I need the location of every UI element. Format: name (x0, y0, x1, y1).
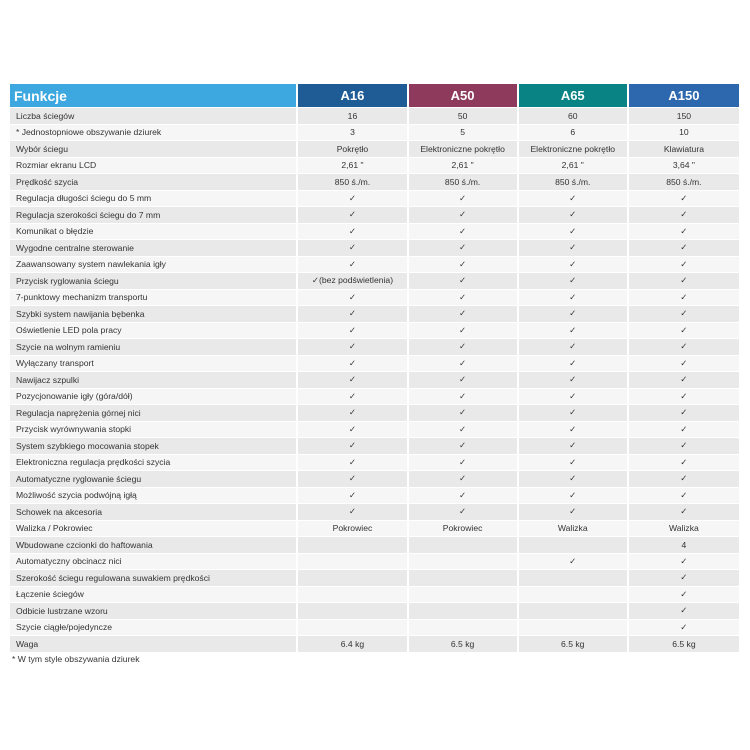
feature-label: Komunikat o błędzie (10, 223, 298, 240)
value-cell-a16: Pokrętło (298, 140, 408, 157)
value-cell-a16: ✓ (298, 223, 408, 240)
value-cell-a150: Walizka (629, 520, 739, 537)
value-cell-a16 (298, 569, 408, 586)
value-cell-a65 (519, 586, 629, 603)
value-cell-a50: ✓ (409, 223, 519, 240)
value-cell-a50: ✓ (409, 289, 519, 306)
value-cell-a150: ✓ (629, 371, 739, 388)
value-cell-a65: ✓ (519, 421, 629, 438)
feature-label: Szerokość ściegu regulowana suwakiem prędkości (10, 569, 298, 586)
value-cell-a65: ✓ (519, 256, 629, 273)
value-cell-a16 (298, 553, 408, 570)
value-cell-a50: ✓ (409, 437, 519, 454)
value-cell-a50: Elektroniczne pokrętło (409, 140, 519, 157)
value-cell-a150: ✓ (629, 256, 739, 273)
value-cell-a50: ✓ (409, 239, 519, 256)
value-cell-a16: ✓ (298, 256, 408, 273)
value-cell-a150: 850 ś./m. (629, 173, 739, 190)
feature-label: Łączenie ściegów (10, 586, 298, 603)
table-row (10, 569, 739, 586)
feature-label: Wbudowane czcionki do haftowania (10, 536, 298, 553)
value-cell-a150: 150 (629, 107, 739, 124)
value-cell-a50: ✓ (409, 338, 519, 355)
value-cell-a150: ✓ (629, 553, 739, 570)
table-row (10, 503, 739, 520)
value-cell-a150: ✓ (629, 239, 739, 256)
value-cell-a16: ✓ (298, 338, 408, 355)
table-header (10, 84, 739, 107)
value-cell-a50 (409, 602, 519, 619)
value-cell-a50: ✓ (409, 487, 519, 504)
header-model-a150: A150 (629, 84, 739, 107)
value-cell-a150: ✓ (629, 487, 739, 504)
value-cell-a16: ✓ (298, 388, 408, 405)
value-cell-a150: ✓ (629, 470, 739, 487)
value-cell-a16: 3 (298, 124, 408, 141)
value-cell-a65: 2,61 " (519, 157, 629, 174)
value-cell-a150: 10 (629, 124, 739, 141)
value-cell-a50: ✓ (409, 272, 519, 289)
value-cell-a50: ✓ (409, 421, 519, 438)
value-cell-a65: ✓ (519, 305, 629, 322)
feature-label: Regulacja naprężenia górnej nici (10, 404, 298, 421)
value-cell-a150: ✓ (629, 586, 739, 603)
value-cell-a16: ✓ (298, 503, 408, 520)
value-cell-a50 (409, 619, 519, 636)
table-row (10, 107, 739, 124)
value-cell-a65: ✓ (519, 487, 629, 504)
value-cell-a50: 2,61 " (409, 157, 519, 174)
value-cell-a16: ✓ (298, 371, 408, 388)
value-cell-a150: ✓ (629, 206, 739, 223)
table-row (10, 140, 739, 157)
table-row (10, 124, 739, 141)
value-cell-a16: ✓ (298, 404, 408, 421)
feature-label: Zaawansowany system nawlekania igły (10, 256, 298, 273)
value-cell-a150: ✓ (629, 272, 739, 289)
value-cell-a16: Pokrowiec (298, 520, 408, 537)
value-cell-a16: 16 (298, 107, 408, 124)
value-cell-a65: ✓ (519, 338, 629, 355)
table-row (10, 602, 739, 619)
value-cell-a150: ✓ (629, 338, 739, 355)
table-row (10, 520, 739, 537)
value-cell-a50 (409, 586, 519, 603)
value-cell-a150: ✓ (629, 569, 739, 586)
value-cell-a16: ✓ (298, 322, 408, 339)
value-cell-a16 (298, 536, 408, 553)
value-cell-a16: 6.4 kg (298, 635, 408, 652)
value-cell-a50: ✓ (409, 256, 519, 273)
value-cell-a16: ✓ (298, 206, 408, 223)
value-cell-a65: ✓ (519, 454, 629, 471)
table-row (10, 371, 739, 388)
value-cell-a65: 6 (519, 124, 629, 141)
value-cell-a65: ✓ (519, 388, 629, 405)
feature-label: Rozmiar ekranu LCD (10, 157, 298, 174)
value-cell-a65 (519, 569, 629, 586)
value-cell-a16: ✓ (298, 454, 408, 471)
table-row (10, 206, 739, 223)
comparison-table-container (10, 84, 739, 652)
value-cell-a150: ✓ (629, 421, 739, 438)
value-cell-a65: ✓ (519, 322, 629, 339)
header-model-a16: A16 (298, 84, 408, 107)
value-cell-a16: ✓ (298, 470, 408, 487)
table-row (10, 272, 739, 289)
value-cell-a65: ✓ (519, 371, 629, 388)
feature-label: Wygodne centralne sterowanie (10, 239, 298, 256)
feature-label: Możliwość szycia podwójną igłą (10, 487, 298, 504)
value-cell-a65: ✓ (519, 503, 629, 520)
value-cell-a150: ✓ (629, 437, 739, 454)
table-row (10, 305, 739, 322)
value-cell-a16: ✓ (298, 305, 408, 322)
value-cell-a16: ✓ (298, 421, 408, 438)
value-cell-a150: Klawiatura (629, 140, 739, 157)
value-cell-a65 (519, 619, 629, 636)
feature-label: Elektroniczna regulacja prędkości szycia (10, 454, 298, 471)
value-cell-a150: 3,64 " (629, 157, 739, 174)
feature-label: Pozycjonowanie igły (góra/dół) (10, 388, 298, 405)
value-cell-a150: ✓ (629, 355, 739, 372)
value-cell-a16: ✓ (298, 487, 408, 504)
table-row (10, 388, 739, 405)
value-cell-a65: ✓ (519, 404, 629, 421)
value-cell-a50: ✓ (409, 206, 519, 223)
value-cell-a65 (519, 602, 629, 619)
value-cell-a50: ✓ (409, 503, 519, 520)
value-cell-a50: ✓ (409, 454, 519, 471)
value-cell-a16: ✓ (298, 437, 408, 454)
value-cell-a16: ✓(bez podświetlenia) (298, 272, 408, 289)
table-row (10, 586, 739, 603)
header-model-a65: A65 (519, 84, 629, 107)
feature-label: Regulacja długości ściegu do 5 mm (10, 190, 298, 207)
table-row (10, 190, 739, 207)
value-cell-a50: ✓ (409, 404, 519, 421)
feature-label: Przycisk ryglowania ściegu (10, 272, 298, 289)
value-cell-a65: ✓ (519, 206, 629, 223)
value-cell-a150: ✓ (629, 404, 739, 421)
feature-label: Liczba ściegów (10, 107, 298, 124)
value-cell-a16: ✓ (298, 355, 408, 372)
table-row (10, 553, 739, 570)
value-cell-a16: ✓ (298, 239, 408, 256)
value-cell-a50 (409, 536, 519, 553)
table-row (10, 454, 739, 471)
value-cell-a150: ✓ (629, 289, 739, 306)
value-cell-a50 (409, 553, 519, 570)
value-cell-a50: ✓ (409, 470, 519, 487)
value-cell-a16: ✓ (298, 190, 408, 207)
value-cell-a50: ✓ (409, 355, 519, 372)
table-row (10, 635, 739, 652)
value-cell-a150: 6.5 kg (629, 635, 739, 652)
feature-label: Automatyczny obcinacz nici (10, 553, 298, 570)
value-cell-a65: ✓ (519, 190, 629, 207)
value-cell-a150: ✓ (629, 388, 739, 405)
value-cell-a16 (298, 602, 408, 619)
value-cell-a65 (519, 536, 629, 553)
value-cell-a150: ✓ (629, 322, 739, 339)
feature-label: Szycie na wolnym ramieniu (10, 338, 298, 355)
feature-label: 7-punktowy mechanizm transportu (10, 289, 298, 306)
value-cell-a65: ✓ (519, 553, 629, 570)
feature-label: Regulacja szerokości ściegu do 7 mm (10, 206, 298, 223)
table-row (10, 157, 739, 174)
feature-label: * Jednostopniowe obszywanie dziurek (10, 124, 298, 141)
feature-label: Nawijacz szpulki (10, 371, 298, 388)
value-cell-a65: ✓ (519, 272, 629, 289)
feature-label: Waga (10, 635, 298, 652)
value-cell-a50: 50 (409, 107, 519, 124)
value-cell-a16: 850 ś./m. (298, 173, 408, 190)
table-row (10, 173, 739, 190)
footnote: * W tym style obszywania dziurek (12, 654, 140, 664)
feature-label: Odbicie lustrzane wzoru (10, 602, 298, 619)
value-cell-a65: 850 ś./m. (519, 173, 629, 190)
feature-label: Wybór ściegu (10, 140, 298, 157)
value-cell-a65: ✓ (519, 239, 629, 256)
table-body (10, 107, 739, 652)
table-row (10, 404, 739, 421)
table-row (10, 619, 739, 636)
value-cell-a50: 6.5 kg (409, 635, 519, 652)
value-cell-a50: ✓ (409, 371, 519, 388)
value-cell-a150: ✓ (629, 619, 739, 636)
table-row (10, 421, 739, 438)
value-cell-a150: ✓ (629, 602, 739, 619)
value-cell-a65: Walizka (519, 520, 629, 537)
table-row (10, 322, 739, 339)
table-row (10, 437, 739, 454)
value-cell-a65: 6.5 kg (519, 635, 629, 652)
header-row (10, 84, 739, 107)
value-cell-a50 (409, 569, 519, 586)
feature-label: Walizka / Pokrowiec (10, 520, 298, 537)
value-cell-a50: ✓ (409, 190, 519, 207)
value-cell-a16: 2,61 " (298, 157, 408, 174)
value-cell-a150: ✓ (629, 190, 739, 207)
table-row (10, 239, 739, 256)
value-cell-a150: 4 (629, 536, 739, 553)
feature-label: Przycisk wyrównywania stopki (10, 421, 298, 438)
value-cell-a150: ✓ (629, 223, 739, 240)
value-cell-a150: ✓ (629, 454, 739, 471)
value-cell-a50: 5 (409, 124, 519, 141)
value-cell-a50: ✓ (409, 305, 519, 322)
table-row (10, 470, 739, 487)
value-cell-a65: ✓ (519, 470, 629, 487)
table-row (10, 536, 739, 553)
feature-label: Prędkość szycia (10, 173, 298, 190)
value-cell-a16 (298, 619, 408, 636)
feature-label: Szybki system nawijania bębenka (10, 305, 298, 322)
value-cell-a16: ✓ (298, 289, 408, 306)
value-cell-a65: ✓ (519, 437, 629, 454)
feature-label: Automatyczne ryglowanie ściegu (10, 470, 298, 487)
value-cell-a50: 850 ś./m. (409, 173, 519, 190)
table-row (10, 289, 739, 306)
value-cell-a16 (298, 586, 408, 603)
table-row (10, 338, 739, 355)
value-cell-a65: Elektroniczne pokrętło (519, 140, 629, 157)
feature-label: Oświetlenie LED pola pracy (10, 322, 298, 339)
header-model-a50: A50 (409, 84, 519, 107)
value-cell-a50: Pokrowiec (409, 520, 519, 537)
value-cell-a150: ✓ (629, 503, 739, 520)
feature-label: Schowek na akcesoria (10, 503, 298, 520)
feature-label: Szycie ciągłe/pojedyncze (10, 619, 298, 636)
value-cell-a50: ✓ (409, 388, 519, 405)
table-row (10, 487, 739, 504)
value-cell-a65: ✓ (519, 223, 629, 240)
table-row (10, 355, 739, 372)
comparison-table (10, 84, 739, 652)
feature-label: System szybkiego mocowania stopek (10, 437, 298, 454)
value-cell-a65: ✓ (519, 355, 629, 372)
value-cell-a65: ✓ (519, 289, 629, 306)
value-cell-a50: ✓ (409, 322, 519, 339)
value-cell-a150: ✓ (629, 305, 739, 322)
table-row (10, 256, 739, 273)
header-funkcje: Funkcje (10, 84, 298, 107)
table-row (10, 223, 739, 240)
feature-label: Wyłączany transport (10, 355, 298, 372)
value-cell-a65: 60 (519, 107, 629, 124)
